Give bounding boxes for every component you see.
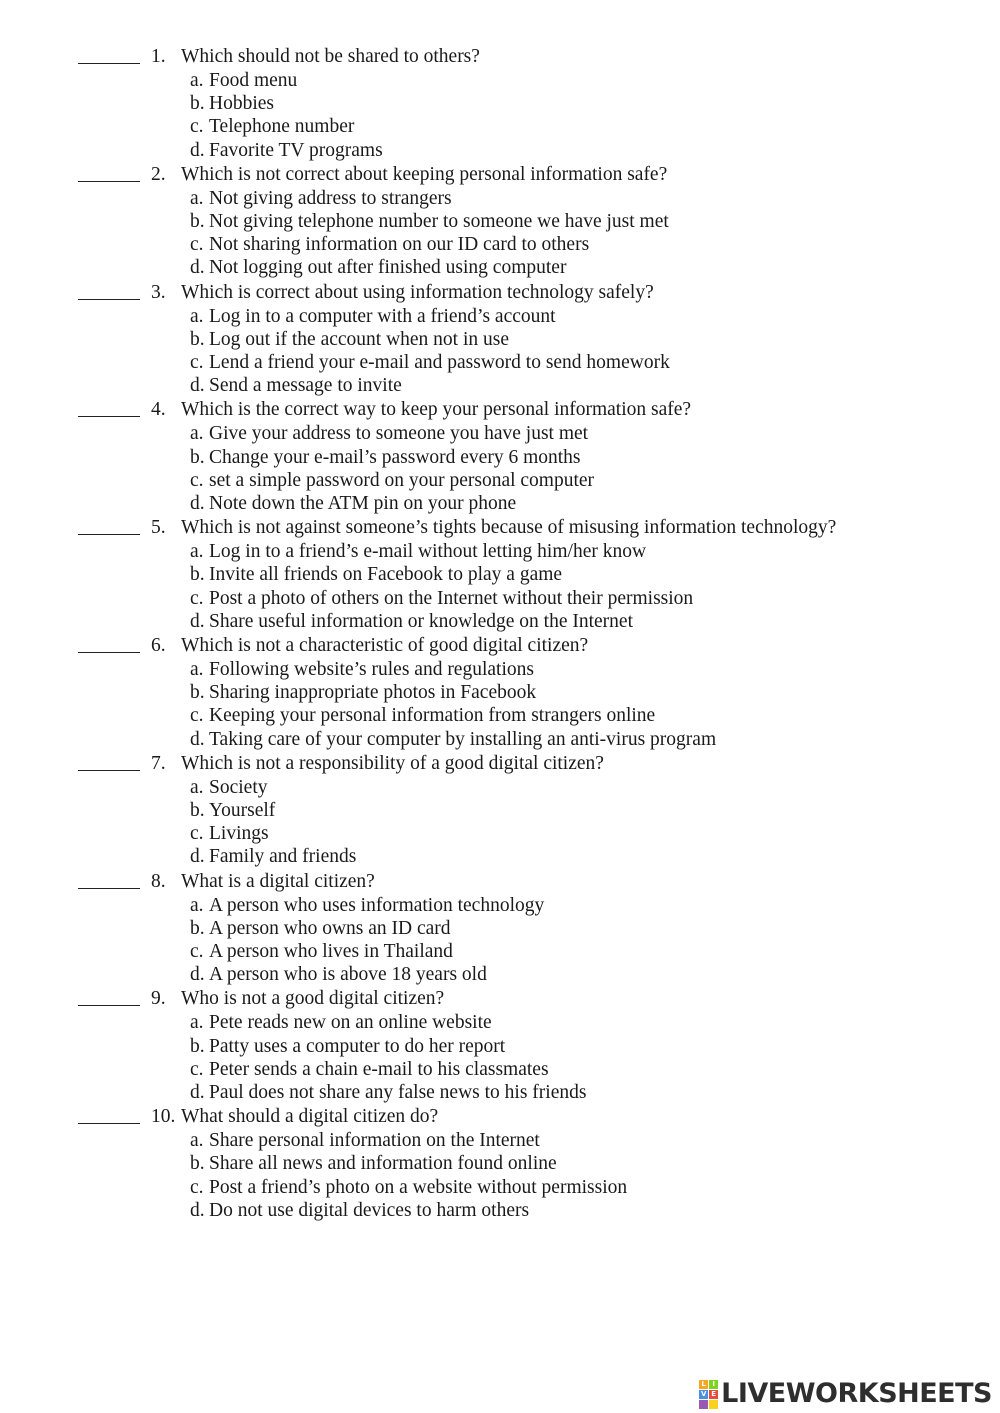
option-text: Log in to a friend’s e-mail without letting him/her know — [209, 541, 647, 563]
logo-cell — [709, 1400, 718, 1409]
option-letter: d. — [190, 964, 205, 986]
option-list — [0, 540, 1000, 633]
question-5 — [0, 515, 1000, 633]
option-list — [0, 69, 1000, 162]
option-text: Post a photo of others on the Internet without their permission — [209, 587, 694, 609]
liveworksheets-logo[interactable] — [699, 1379, 992, 1409]
option-list — [0, 894, 1000, 987]
option-d — [0, 845, 1000, 868]
question-number: 3. — [151, 281, 166, 303]
option-letter: a. — [190, 776, 204, 798]
option-c — [0, 1058, 1000, 1081]
option-letter: b. — [190, 328, 205, 350]
option-b — [0, 1152, 1000, 1175]
option-letter: a. — [190, 894, 204, 916]
option-text: Favorite TV programs — [209, 139, 383, 161]
option-letter: b. — [190, 446, 205, 468]
option-letter: d. — [190, 1199, 205, 1221]
option-letter: a. — [190, 423, 204, 445]
option-letter: b. — [190, 799, 205, 821]
option-text: Food menu — [209, 70, 298, 91]
option-c — [0, 587, 1000, 610]
option-letter: c. — [190, 1176, 204, 1198]
option-a — [0, 894, 1000, 917]
question-3 — [0, 280, 1000, 398]
answer-blank[interactable] — [78, 416, 140, 417]
option-d — [0, 139, 1000, 162]
option-c — [0, 704, 1000, 727]
option-text: Share personal information on the Internet — [209, 1130, 540, 1152]
option-text: Yourself — [209, 799, 276, 821]
option-letter: b. — [190, 682, 205, 704]
question-line — [0, 986, 1000, 1011]
option-text: Following website’s rules and regulations — [209, 658, 534, 680]
option-d — [0, 728, 1000, 751]
option-text: Livings — [209, 823, 269, 845]
option-letter: d. — [190, 257, 205, 279]
option-d — [0, 1199, 1000, 1222]
question-line — [0, 515, 1000, 540]
question-number: 2. — [151, 163, 166, 185]
option-text: Do not use digital devices to harm others — [209, 1199, 530, 1221]
question-line — [0, 1104, 1000, 1129]
option-b — [0, 799, 1000, 822]
option-text: A person who is above 18 years old — [209, 964, 487, 986]
option-letter: d. — [190, 610, 205, 632]
question-line — [0, 633, 1000, 658]
option-d — [0, 1081, 1000, 1104]
option-a — [0, 422, 1000, 445]
option-text: Not giving telephone number to someone we have just met — [209, 210, 669, 232]
option-b — [0, 328, 1000, 351]
question-line — [0, 869, 1000, 894]
question-line — [0, 44, 1000, 69]
question-8 — [0, 869, 1000, 987]
option-letter: a. — [190, 658, 204, 680]
question-6 — [0, 633, 1000, 751]
option-b — [0, 681, 1000, 704]
answer-blank[interactable] — [78, 652, 140, 653]
option-text: Log in to a computer with a friend’s account — [209, 305, 556, 327]
question-line — [0, 397, 1000, 422]
option-d — [0, 256, 1000, 279]
logo-cell: I — [709, 1380, 718, 1389]
logo-mark-icon — [699, 1380, 718, 1409]
logo-cell: L — [699, 1380, 708, 1389]
answer-blank[interactable] — [78, 299, 140, 300]
option-letter: c. — [190, 116, 204, 138]
option-text: Post a friend’s photo on a website without permission — [209, 1176, 628, 1198]
answer-blank[interactable] — [78, 1005, 140, 1006]
option-a — [0, 776, 1000, 799]
option-d — [0, 610, 1000, 633]
option-c — [0, 469, 1000, 492]
option-text: Lend a friend your e-mail and password to send homework — [209, 351, 670, 373]
option-c — [0, 1176, 1000, 1199]
option-c — [0, 115, 1000, 138]
option-text: Invite all friends on Facebook to play a game — [209, 564, 563, 586]
question-7 — [0, 751, 1000, 869]
question-text: Which is not a characteristic of good digital citizen? — [181, 634, 589, 656]
option-text: Paul does not share any false news to his friends — [209, 1081, 587, 1103]
question-2 — [0, 162, 1000, 280]
answer-blank[interactable] — [78, 1123, 140, 1124]
option-text: Not logging out after finished using computer — [209, 257, 567, 279]
option-text: Send a message to invite — [209, 375, 402, 397]
option-text: Keeping your personal information from strangers online — [209, 705, 656, 727]
option-letter: b. — [190, 917, 205, 939]
option-c — [0, 822, 1000, 845]
option-letter: c. — [190, 1058, 204, 1080]
option-letter: c. — [190, 351, 204, 373]
option-text: set a simple password on your personal computer — [209, 469, 595, 491]
option-letter: c. — [190, 940, 204, 962]
option-list — [0, 187, 1000, 280]
option-list — [0, 776, 1000, 869]
question-9 — [0, 986, 1000, 1104]
option-d — [0, 963, 1000, 986]
option-text: Telephone number — [209, 116, 355, 138]
option-c — [0, 940, 1000, 963]
option-d — [0, 374, 1000, 397]
option-letter: b. — [190, 210, 205, 232]
option-letter: d. — [190, 728, 205, 750]
option-letter: d. — [190, 846, 205, 868]
option-list — [0, 422, 1000, 515]
answer-blank[interactable] — [78, 770, 140, 771]
option-list — [0, 1011, 1000, 1104]
question-text: Which is the correct way to keep your personal information safe? — [181, 399, 692, 421]
question-text: Which is not against someone’s tights because of misusing information technology? — [181, 517, 837, 539]
question-number: 1. — [151, 46, 166, 67]
option-b — [0, 92, 1000, 115]
option-letter: d. — [190, 1081, 205, 1103]
option-b — [0, 917, 1000, 940]
question-number: 7. — [151, 752, 166, 774]
option-text: Give your address to someone you have just met — [209, 423, 589, 445]
option-a — [0, 1129, 1000, 1152]
question-4 — [0, 397, 1000, 515]
question-text: Which should not be shared to others? — [181, 46, 480, 67]
option-letter: c. — [190, 705, 204, 727]
question-text: What should a digital citizen do? — [181, 1106, 439, 1128]
question-number: 5. — [151, 517, 166, 539]
question-10 — [0, 1104, 1000, 1222]
option-letter: c. — [190, 469, 204, 491]
option-letter: a. — [190, 305, 204, 327]
option-letter: b. — [190, 1035, 205, 1057]
question-number: 10. — [151, 1106, 176, 1128]
option-letter: b. — [190, 1153, 205, 1175]
question-number: 9. — [151, 988, 166, 1010]
option-text: Taking care of your computer by installing an anti-virus program — [209, 728, 717, 750]
option-b — [0, 210, 1000, 233]
option-text: Share all news and information found online — [209, 1153, 557, 1175]
option-list — [0, 658, 1000, 751]
question-number: 6. — [151, 634, 166, 656]
option-text: Log out if the account when not in use — [209, 328, 510, 350]
option-b — [0, 1035, 1000, 1058]
option-letter: b. — [190, 564, 205, 586]
question-text: What is a digital citizen? — [181, 870, 375, 892]
option-letter: c. — [190, 823, 204, 845]
option-text: Not sharing information on our ID card to others — [209, 234, 590, 256]
option-letter: a. — [190, 1012, 204, 1034]
question-number: 4. — [151, 399, 166, 421]
answer-blank[interactable] — [78, 181, 140, 182]
option-a — [0, 305, 1000, 328]
option-text: A person who owns an ID card — [209, 917, 451, 939]
question-text: Which is correct about using information technology safely? — [181, 281, 654, 303]
answer-blank[interactable] — [78, 63, 140, 64]
option-letter: d. — [190, 375, 205, 397]
option-text: Sharing inappropriate photos in Facebook — [209, 682, 537, 704]
option-text: Peter sends a chain e-mail to his classmates — [209, 1058, 549, 1080]
option-a — [0, 540, 1000, 563]
question-text: Which is not correct about keeping personal information safe? — [181, 163, 668, 185]
option-text: Family and friends — [209, 846, 357, 868]
option-text: Hobbies — [209, 93, 274, 115]
brand-name: LIVEWORKSHEETS — [721, 1378, 992, 1409]
option-b — [0, 563, 1000, 586]
option-text: Patty uses a computer to do her report — [209, 1035, 506, 1057]
option-a — [0, 187, 1000, 210]
option-letter: a. — [190, 1130, 204, 1152]
option-list — [0, 305, 1000, 398]
option-text: A person who lives in Thailand — [209, 940, 453, 962]
option-text: Society — [209, 776, 268, 798]
option-d — [0, 492, 1000, 515]
option-a — [0, 1011, 1000, 1034]
option-text: A person who uses information technology — [209, 894, 545, 916]
option-text: Pete reads new on an online website — [209, 1012, 492, 1034]
quiz-worksheet — [0, 44, 1000, 1222]
option-text: Change your e-mail’s password every 6 months — [209, 446, 581, 468]
option-letter: d. — [190, 139, 205, 161]
question-line — [0, 751, 1000, 776]
option-c — [0, 351, 1000, 374]
option-letter: c. — [190, 234, 204, 256]
option-text: Share useful information or knowledge on the Internet — [209, 610, 634, 632]
logo-cell: V — [700, 1389, 707, 1398]
option-letter: b. — [190, 93, 205, 115]
option-b — [0, 446, 1000, 469]
question-text: Which is not a responsibility of a good digital citizen? — [181, 752, 604, 774]
option-a — [0, 658, 1000, 681]
logo-cell: E — [709, 1390, 718, 1399]
question-number: 8. — [151, 870, 166, 892]
option-text: Note down the ATM pin on your phone — [209, 492, 517, 514]
option-letter: a. — [190, 541, 204, 563]
answer-blank[interactable] — [78, 888, 140, 889]
logo-cell — [699, 1400, 708, 1409]
option-a — [0, 69, 1000, 92]
question-text: Who is not a good digital citizen? — [181, 988, 445, 1010]
question-line — [0, 280, 1000, 305]
question-line — [0, 162, 1000, 187]
option-letter: c. — [190, 587, 204, 609]
question-1 — [0, 44, 1000, 162]
option-letter: a. — [190, 187, 204, 209]
option-letter: a. — [190, 70, 204, 91]
option-c — [0, 233, 1000, 256]
option-list — [0, 1129, 1000, 1222]
option-letter: d. — [190, 492, 205, 514]
answer-blank[interactable] — [78, 534, 140, 535]
option-text: Not giving address to strangers — [209, 187, 452, 209]
